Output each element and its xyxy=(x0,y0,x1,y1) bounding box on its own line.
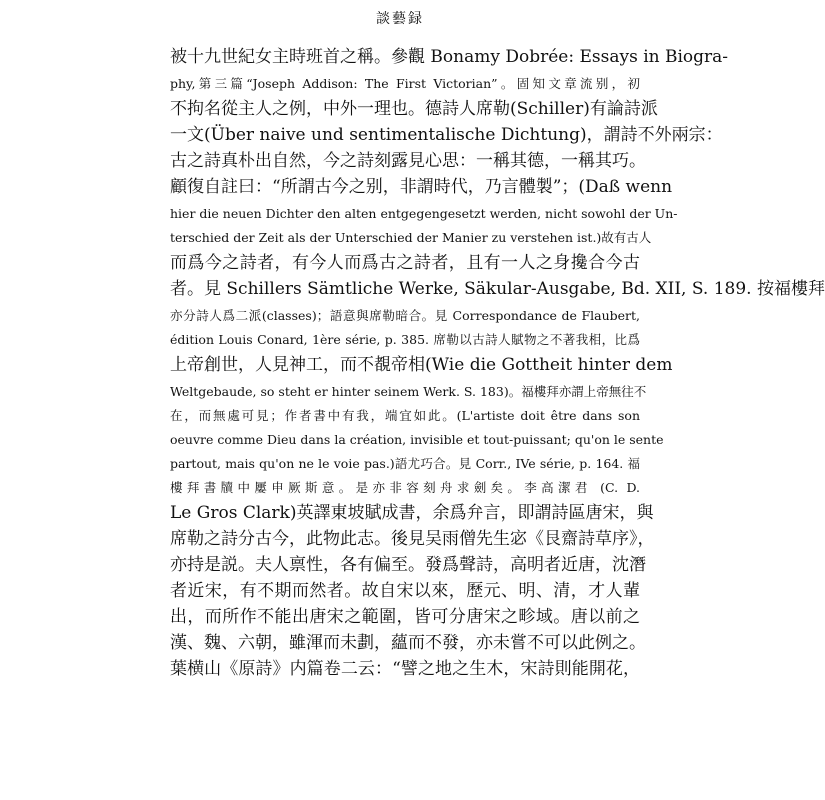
text-line: 一文(Über naive und sentimentalische Dichtung)，謂詩不外兩宗： xyxy=(170,125,723,145)
text-line: oeuvre comme Dieu dans la création, invisible et tout-puissant; qu'on le sente xyxy=(170,432,664,447)
text-line: 出，而所作不能出唐宋之範圍，皆可分唐宋之畛域。唐以前之 xyxy=(170,607,640,627)
text-line: 上帝創世，人見神工，而不覩帝相(Wie die Gottheit hinter dem xyxy=(170,355,673,375)
text-line: 者近宋，有不期而然者。故自宋以來，歷元、明、清，才人輩 xyxy=(170,581,640,601)
text-line: 漢、魏、六朝，雖渾而未劃，蘊而不發，亦未嘗不可以此例之。 xyxy=(170,633,646,653)
text-line: 而爲今之詩者，有今人而爲古之詩者，且有一人之身攙合今古 xyxy=(170,253,640,273)
text-line: partout, mais qu'on ne le voie pas.)語尤巧合。見 Corr., IVe série, p. 164. 福 xyxy=(170,456,640,471)
running-header: 談藝録 xyxy=(376,11,424,27)
text-line: 不拘名從主人之例，中外一理也。德詩人席勒(Schiller)有論詩派 xyxy=(170,99,658,119)
text-line: 席勒之詩分古今，此物此志。後見吴雨僧先生宓《艮齋詩草序》， xyxy=(170,529,655,549)
text-line: Weltgebaude, so steht er hinter seinem Werk. S. 183)。福樓拜亦謂上帝無往不 xyxy=(170,384,647,399)
text-line: Le Gros Clark)英譯東坡賦成書，余爲弁言，即謂詩區唐宋，與 xyxy=(170,503,654,523)
text-line: 者。見 Schillers Sämtliche Werke, Säkular-Ausgabe, Bd. XII, S. 189. 按福樓拜 xyxy=(170,279,825,299)
text-line: hier die neuen Dichter den alten entgegengesetzt werden, nicht sowohl der Un- xyxy=(170,206,678,221)
text-line: 亦持是説。夫人禀性，各有偏至。發爲聲詩，高明者近唐，沈潛 xyxy=(170,555,646,575)
text-line: 樓拜書牘中屢申厥斯意。是亦非容刻舟求劍矣。李高潔君 (C. D. xyxy=(170,480,640,495)
text-line: 被十九世紀女主時班首之稱。參觀 Bonamy Dobrée: Essays in Biogra- xyxy=(170,47,729,67)
text-line: 古之詩真朴出自然，今之詩刻露見心思：一稱其德，一稱其巧。 xyxy=(170,151,646,171)
text-line: 亦分詩人爲二派(classes)；語意與席勒暗合。見 Correspondance de Flaubert, xyxy=(170,308,640,323)
text-line: édition Louis Conard, 1ère série, p. 385. 席勒以古詩人賦物之不著我相，比爲 xyxy=(170,332,640,347)
text-line: 在，而無處可見；作者書中有我，端宜如此。(L'artiste doit être dans son xyxy=(170,408,640,423)
text-line: phy,第三篇“Joseph Addison: The First Victorian”。固知文章流别，初 xyxy=(170,76,640,91)
text-line: 顧復自註曰：“所謂古今之别，非謂時代，乃言體製”；(Daß wenn xyxy=(170,177,673,197)
text-line: 葉横山《原詩》内篇卷二云：“譬之地之生木，宋詩則能開花， xyxy=(170,659,640,679)
text-line: terschied der Zeit als der Unterschied der Manier zu verstehen ist.)故有古人 xyxy=(170,230,652,245)
